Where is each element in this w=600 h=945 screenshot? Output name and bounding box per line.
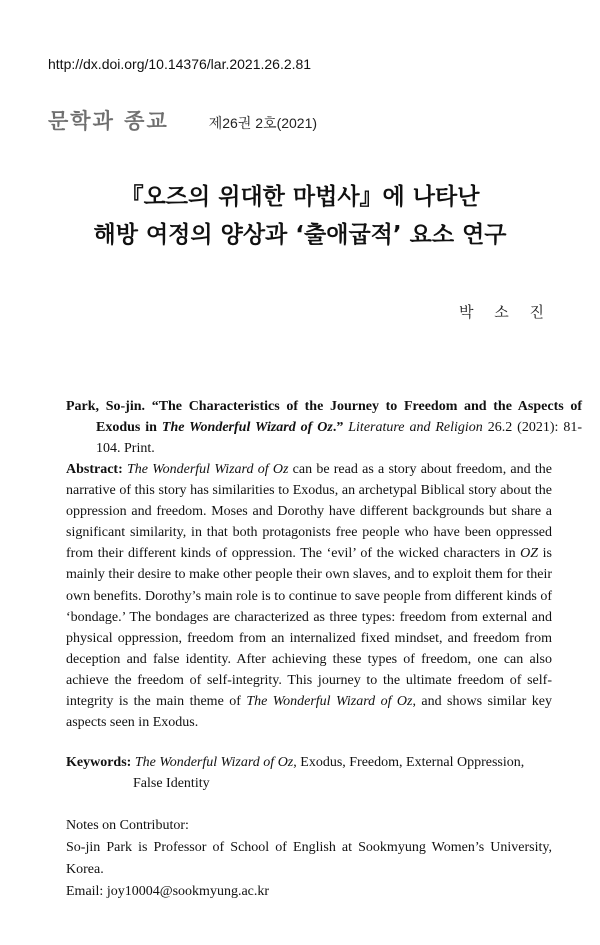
keywords-label: Keywords:	[66, 755, 132, 770]
article-title	[0, 178, 600, 254]
citation	[66, 396, 582, 459]
doi-link[interactable]: http://dx.doi.org/10.14376/lar.2021.26.2.81	[48, 56, 312, 72]
citation-journal: Literature and Religion	[348, 420, 483, 435]
author-name: 박 소 진	[458, 303, 552, 321]
journal-logo: 문학과 종교	[48, 109, 169, 133]
journal-header	[48, 105, 317, 135]
title-line-1: 『오즈의 위대한 마법사』에 나타난	[120, 184, 480, 210]
journal-issue: 제26권 2호(2021)	[208, 115, 318, 131]
citation-volume: 26.2 (2021): 81-104. Print.	[96, 420, 582, 456]
title-line-2: 해방 여정의 양상과 ‘출애굽적’ 요소 연구	[93, 222, 507, 248]
abstract: Abstract: The Wonderful Wizard of Oz can be read as a story about freedom, and the narrative of this story has similarities to Exodus, an archetypal Biblical story about the oppression and freedom. Moses and Dorothy have different backgrounds but share a significant similarity, in that both protagonists free people who have been oppressed from their different kinds of oppression. The ‘evil’ of the wicked characters in OZ is mainly their desire to make other people their own slaves, and to exploit them for their own benefits. Dorothy’s main role is to continue to save people from different kinds of ‘bondage.’ The bondages are characterized as three types: freedom from external and physical oppression, freedom from an internalized fixed mindset, and freedom from deception and false identity. After achieving these types of freedom, one can also achieve the freedom of self-integrity. This journey to the ultimate freedom of self-integrity is the main theme of The Wonderful Wizard of Oz, and shows similar key aspects seen in Exodus.	[66, 462, 552, 731]
citation-authors: Park, So-jin.	[66, 399, 146, 414]
keywords: Keywords: The Wonderful Wizard of Oz, Exodus, Freedom, External Oppression, False Identity	[66, 755, 525, 791]
contributor-bio: So-jin Park is Professor of School of English at Sookmyung Women’s University, Korea.	[66, 840, 552, 877]
citation-title: “The Characteristics of the Journey to Freedom and the Aspects of Exodus in The Wonderful Wizard of Oz.”	[96, 399, 583, 435]
abstract-label: Abstract:	[66, 462, 123, 477]
contributor-notes	[66, 815, 552, 903]
contributor-email[interactable]: Email: joy10004@sookmyung.ac.kr	[66, 884, 270, 899]
notes-heading: Notes on Contributor:	[66, 818, 189, 833]
